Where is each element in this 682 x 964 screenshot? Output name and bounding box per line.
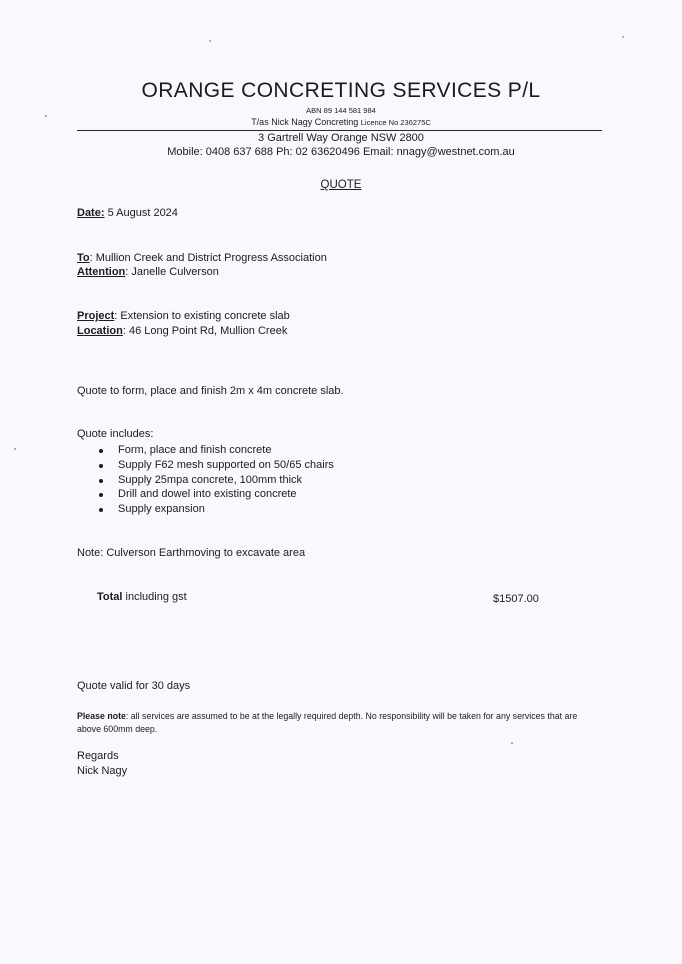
signatory-name: Nick Nagy bbox=[77, 765, 128, 777]
please-note bbox=[77, 710, 597, 735]
attention-line bbox=[77, 266, 219, 278]
list-item: Drill and dowel into existing concrete bbox=[97, 487, 334, 502]
date-value: 5 August 2024 bbox=[107, 207, 178, 219]
excavation-note: Note: Culverson Earthmoving to excavate area bbox=[77, 547, 306, 559]
to-value: : Mullion Creek and District Progress Association bbox=[89, 252, 327, 264]
to-label: To bbox=[77, 252, 90, 264]
quote-description: Quote to form, place and finish 2m x 4m concrete slab. bbox=[77, 385, 344, 397]
location-value: : 46 Long Point Rd, Mullion Creek bbox=[122, 325, 288, 337]
letterhead-divider bbox=[77, 130, 602, 131]
scan-speck bbox=[622, 36, 624, 38]
project-label: Project bbox=[77, 310, 115, 322]
list-item: Supply F62 mesh supported on 50/65 chairs bbox=[97, 458, 334, 473]
trading-as-line bbox=[0, 117, 682, 127]
scan-speck bbox=[45, 115, 47, 117]
scan-speck bbox=[14, 448, 16, 450]
company-address: 3 Gartrell Way Orange NSW 2800 bbox=[258, 132, 424, 144]
company-name: ORANGE CONCRETING SERVICES P/L bbox=[141, 79, 541, 102]
project-line bbox=[77, 310, 290, 322]
scan-speck bbox=[511, 742, 513, 744]
list-item: Supply expansion bbox=[97, 502, 334, 517]
licence-number: Licence No 236275C bbox=[360, 118, 431, 127]
regards: Regards bbox=[77, 750, 119, 762]
attention-label: Attention bbox=[77, 266, 126, 278]
abn-number: ABN 89 144 581 984 bbox=[306, 106, 376, 115]
location-line bbox=[77, 325, 287, 337]
total-suffix: including gst bbox=[122, 591, 187, 603]
attention-value: : Janelle Culverson bbox=[125, 266, 219, 278]
total-amount: $1507.00 bbox=[493, 593, 539, 605]
scan-speck bbox=[209, 40, 211, 42]
date-line bbox=[77, 207, 178, 219]
list-item: Form, place and finish concrete bbox=[97, 443, 334, 458]
total-line bbox=[97, 591, 187, 603]
please-note-label: Please note bbox=[77, 711, 126, 721]
list-item: Supply 25mpa concrete, 100mm thick bbox=[97, 473, 334, 488]
please-note-text: : all services are assumed to be at the legally required depth. No responsibility will be taken for any services that are above 600mm deep. bbox=[77, 711, 578, 734]
trading-as-text: T/as Nick Nagy Concreting bbox=[251, 117, 359, 127]
includes-heading: Quote includes: bbox=[77, 428, 154, 440]
total-label: Total bbox=[97, 591, 123, 603]
quote-validity: Quote valid for 30 days bbox=[77, 680, 191, 692]
date-label: Date: bbox=[77, 207, 105, 219]
document-title: QUOTE bbox=[320, 179, 362, 191]
company-contact: Mobile: 0408 637 688 Ph: 02 63620496 Email: nnagy@westnet.com.au bbox=[167, 146, 515, 158]
includes-list bbox=[97, 443, 334, 517]
to-line bbox=[77, 252, 327, 264]
location-label: Location bbox=[77, 325, 123, 337]
project-value: : Extension to existing concrete slab bbox=[114, 310, 290, 322]
